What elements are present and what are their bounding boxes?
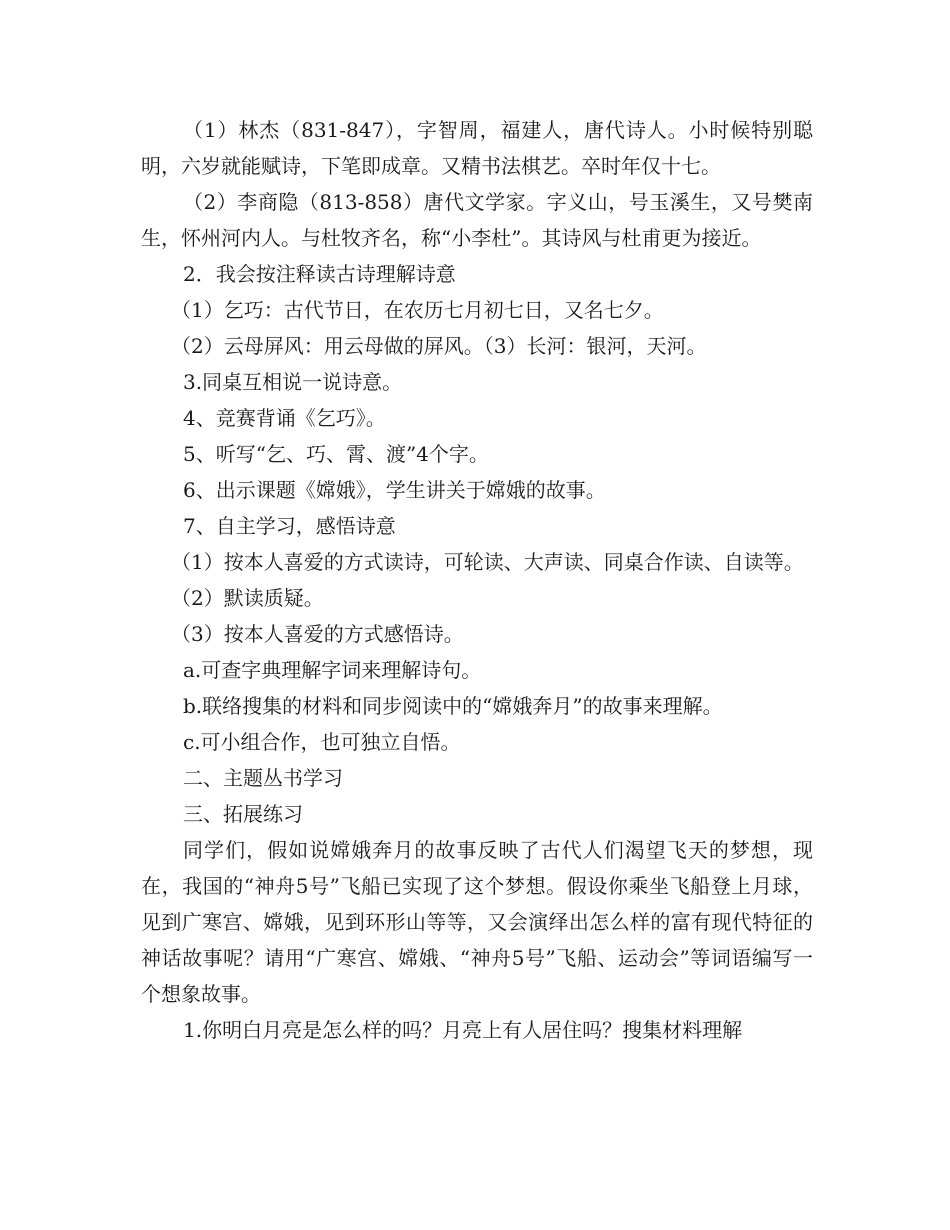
paragraph-extension-exercise: 同学们，假如说嫦娥奔月的故事反映了古代人们渴望飞天的梦想，现在，我国的“神舟5号”飞船已实现了这个梦想。假设你乘坐飞船登上月球，见到广寒宫、嫦娥，见到环形山等等，又会演绎出怎么样的富有现代特征的神话故事呢？请用“广寒宫、嫦娥、“神舟5号”飞船、运动会”等词语编写一个想象故事。 — [141, 838, 813, 1006]
paragraph-item-a: a.可查字典理解字词来理解诗句。 — [183, 658, 482, 682]
paragraph-step-4: 4、竞赛背诵《乞巧》。 — [183, 406, 386, 430]
paragraph-extension-question-1: 1.你明白月亮是怎么样的吗？月亮上有人居住吗？搜集材料理解 — [183, 1018, 743, 1042]
section-heading-two: 二、主题丛书学习 — [183, 766, 343, 790]
paragraph-substep-3: （3）按本人喜爱的方式感悟诗。 — [171, 622, 464, 646]
paragraph-item-b: b.联络搜集的材料和同步阅读中的“嫦娥奔月”的故事来理解。 — [183, 694, 723, 718]
section-heading-three: 三、拓展练习 — [183, 802, 303, 826]
paragraph-note-screen-river: （2）云母屏风：用云母做的屏风。（3）长河：银河，天河。 — [171, 334, 707, 358]
paragraph-author-linjie: （1）林杰（831-847），字智周，福建人，唐代诗人。小时候特别聪明，六岁就能赋诗，下笔即成章。又精书法棋艺。卒时年仅十七。 — [141, 118, 813, 178]
paragraph-substep-2: （2）默读质疑。 — [171, 586, 324, 610]
paragraph-substep-1: （1）按本人喜爱的方式读诗，可轮读、大声读、同桌合作读、自读等。 — [171, 550, 804, 574]
paragraph-author-lishangyin: （2）李商隐（813-858）唐代文学家。字义山，号玉溪生，又号樊南生，怀州河内人。与杜牧齐名，称“小李杜”。其诗风与杜甫更为接近。 — [141, 190, 813, 250]
paragraph-step-2-heading: 2．我会按注释读古诗理解诗意 — [183, 262, 456, 286]
paragraph-note-qiqiao: （1）乞巧：古代节日，在农历七月初七日，又名七夕。 — [171, 298, 664, 322]
paragraph-item-c: c.可小组合作，也可独立自悟。 — [183, 730, 461, 754]
paragraph-step-7-heading: 7、自主学习，感悟诗意 — [183, 514, 396, 538]
paragraph-step-3: 3.同桌互相说一说诗意。 — [183, 370, 403, 394]
paragraph-step-6: 6、出示课题《嫦娥》，学生讲关于嫦娥的故事。 — [183, 478, 606, 502]
paragraph-step-5: 5、听写“乞、巧、霄、渡”4个字。 — [183, 442, 489, 466]
document-body — [141, 112, 813, 1048]
